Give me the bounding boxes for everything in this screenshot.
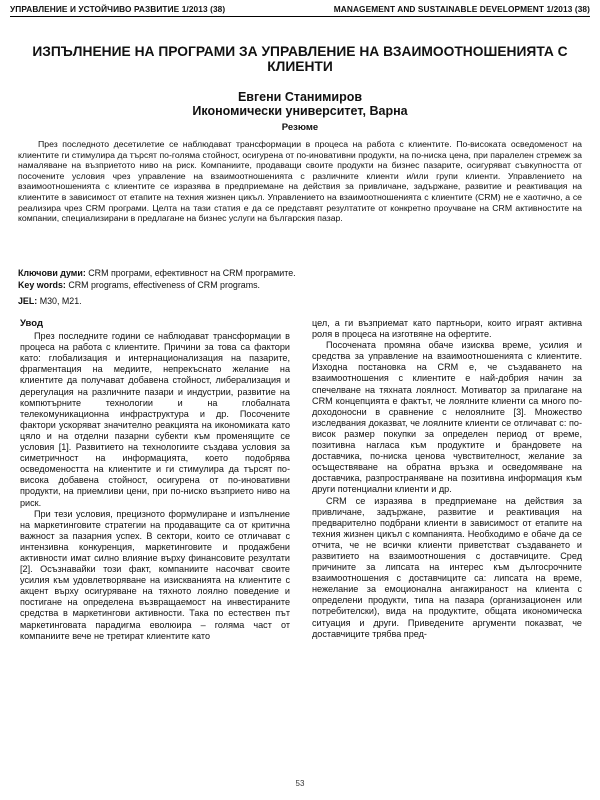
- jel-label: JEL:: [18, 296, 38, 306]
- body-paragraph: През последните години се наблюдават трансформации в процеса на работа с клиентите. Причини за това са фактори като: глобализация и интернационализация на пазарите, фрагментация на медиите, непрекъснато желание на клиентите да получават добавена стойност, либерализация и дерегулация на различните пазари и индустрии, развитие на компютърните технологии и на глобалната телекомуникационна инфраструктура и др. Посочените фактори ускоряват значително реакцията на икономиката като цяло и на отделни пазарни субекти към променящите се условия [1]. Развитието на технологиите създава условия за симетричност на информацията, което подобрява осведомеността на клиентите и ги стимулира да търсят по-висока добавена стойност, осигурена от по-иновативни продукти, на приемливи цени, при по-ниско възприето ниво на риск.: [20, 331, 290, 508]
- body-paragraph: Посочената промяна обаче изисква време, усилия и средства за управление на взаимоотношенията с клиентите. Изходна постановка на CRM е, че създаването на взаимоотношения с клиентите е най-добрия начин за спечелване на тяхната лоялност. Мотиватор за прилагане на CRM концепцията е фактът, че лоялните клиенти са много по-доходоносни в сравнение с нелоялните [3]. Множество изследвания доказват, че лоялните клиенти се отличават с: по-висок размер покупки за определен период от време, позитивна нагласа към продуктите и брандовете на доставчика, по-ниска ценова чувствителност, желание за осъществяване на обратна връзка и осведомяване на доставчика, разпространяване на позитивна информация към други потенциални клиенти и др.: [312, 340, 582, 495]
- jel-value: M30, M21.: [39, 296, 82, 306]
- abstract-heading: Резюме: [281, 122, 319, 133]
- author-block: [0, 90, 600, 118]
- author-name: Евгени Станимиров: [237, 90, 363, 104]
- running-header: [10, 4, 590, 17]
- body-paragraph: цел, а ги възприемат като партньори, които играят активна роля в процеса на изготвяне на офертите.: [312, 318, 582, 340]
- body-paragraph: CRM се изразява в предприемане на действия за привличане, задържане, развитие и реактивация на предварително подбрани клиенти в зависимост от етапите на техния жизнен цикъл с компанията. Необходимо е обаче да се отчита, че не всички клиенти приветстват създаването и развитието на взаимоотношения с доставчиците. Сред причините за липсата на интерес към дългосрочните взаимоотношения с доставчиците са: липсата на време, нежелание за емоционална ангажираност на клиента с определени продукти, типа на пазара (организационен или потребителски), вида на продуктите, общата икономическа ситуация и други. Приведените аргументи показват, че доставчиците трябва пред-: [312, 495, 582, 639]
- body-paragraph: При тези условия, прецизното формулиране и изпълнение на маркетинговите стратегии на продаващите са от критична важност за пазарния успех. В сектори, които се отличават с интензивна конкуренция, маркетинговите и продажбени активности имат силно влияние върху финансовите резултати [2]. Осъзнавайки този факт, компаниите насочват своите усилия към удовлетворяване на изискванията на клиентите с акцент върху осигуряване на тяхното лоялно поведение и постигане на определена възвращаемост на инвестираните средства в маркетингови активности. Така по естествен път маркетинговата парадигма еволюира – голяма част от компаниите вече не третират клиентите като: [20, 508, 290, 641]
- jel-codes: [18, 296, 582, 307]
- keywords-en-value: CRM programs, effectiveness of CRM programs.: [68, 280, 261, 290]
- abstract-text: През последното десетилетие се наблюдават трансформации в процеса на работа с клиентите. По-високата осведоменост на клиентите ги стимулира да търсят по-голяма стойност, осигурена от по-иновативни продукти, на по-ниска цена, при паралелен стремеж за намаляване на възприетото ниво на риск. Компаниите, продаващи своите продукти на бизнес пазарите, осигуряват съвкупността от посочените условия чрез управление на взаимоотношенията с различните клиенти и/или групи клиенти. Управлението на взаимоотношенията с клиентите се изразява в предприемане на действия за привличане, задържане, развитие и реактивация на клиентите в зависимост от етапите на техния жизнен цикъл. Управлението на взаимоотношенията с клиентите (CRM) не е хаотично, а се реализира чрез CRM програми. Целта на тази статия е да се представят резултатите от конкретно проучване на CRM активностите на компании, специализирани в предлагане на бизнес услуги на българския пазар.: [18, 139, 582, 224]
- keywords-en-label: Key words:: [18, 280, 66, 290]
- running-header-right: MANAGEMENT AND SUSTAINABLE DEVELOPMENT 1/2013 (38): [333, 4, 590, 14]
- body-column-right: [312, 318, 582, 640]
- body-column-left: [20, 318, 290, 642]
- section-heading-intro: Увод: [20, 318, 43, 329]
- keywords-bg: [18, 268, 582, 279]
- keywords-en: [18, 280, 582, 291]
- keywords-bg-value: CRM програми, ефективност на CRM програмите.: [88, 268, 296, 278]
- article-title: ИЗПЪЛНЕНИЕ НА ПРОГРАМИ ЗА УПРАВЛЕНИЕ НА ВЗАИМООТНОШЕНИЯТА С КЛИЕНТИ: [32, 44, 568, 74]
- author-affiliation: Икономически университет, Варна: [192, 104, 408, 118]
- keywords-bg-label: Ключови думи:: [18, 268, 86, 278]
- running-header-left: УПРАВЛЕНИЕ И УСТОЙЧИВО РАЗВИТИЕ 1/2013 (38): [10, 4, 226, 14]
- page-number: 53: [295, 779, 305, 788]
